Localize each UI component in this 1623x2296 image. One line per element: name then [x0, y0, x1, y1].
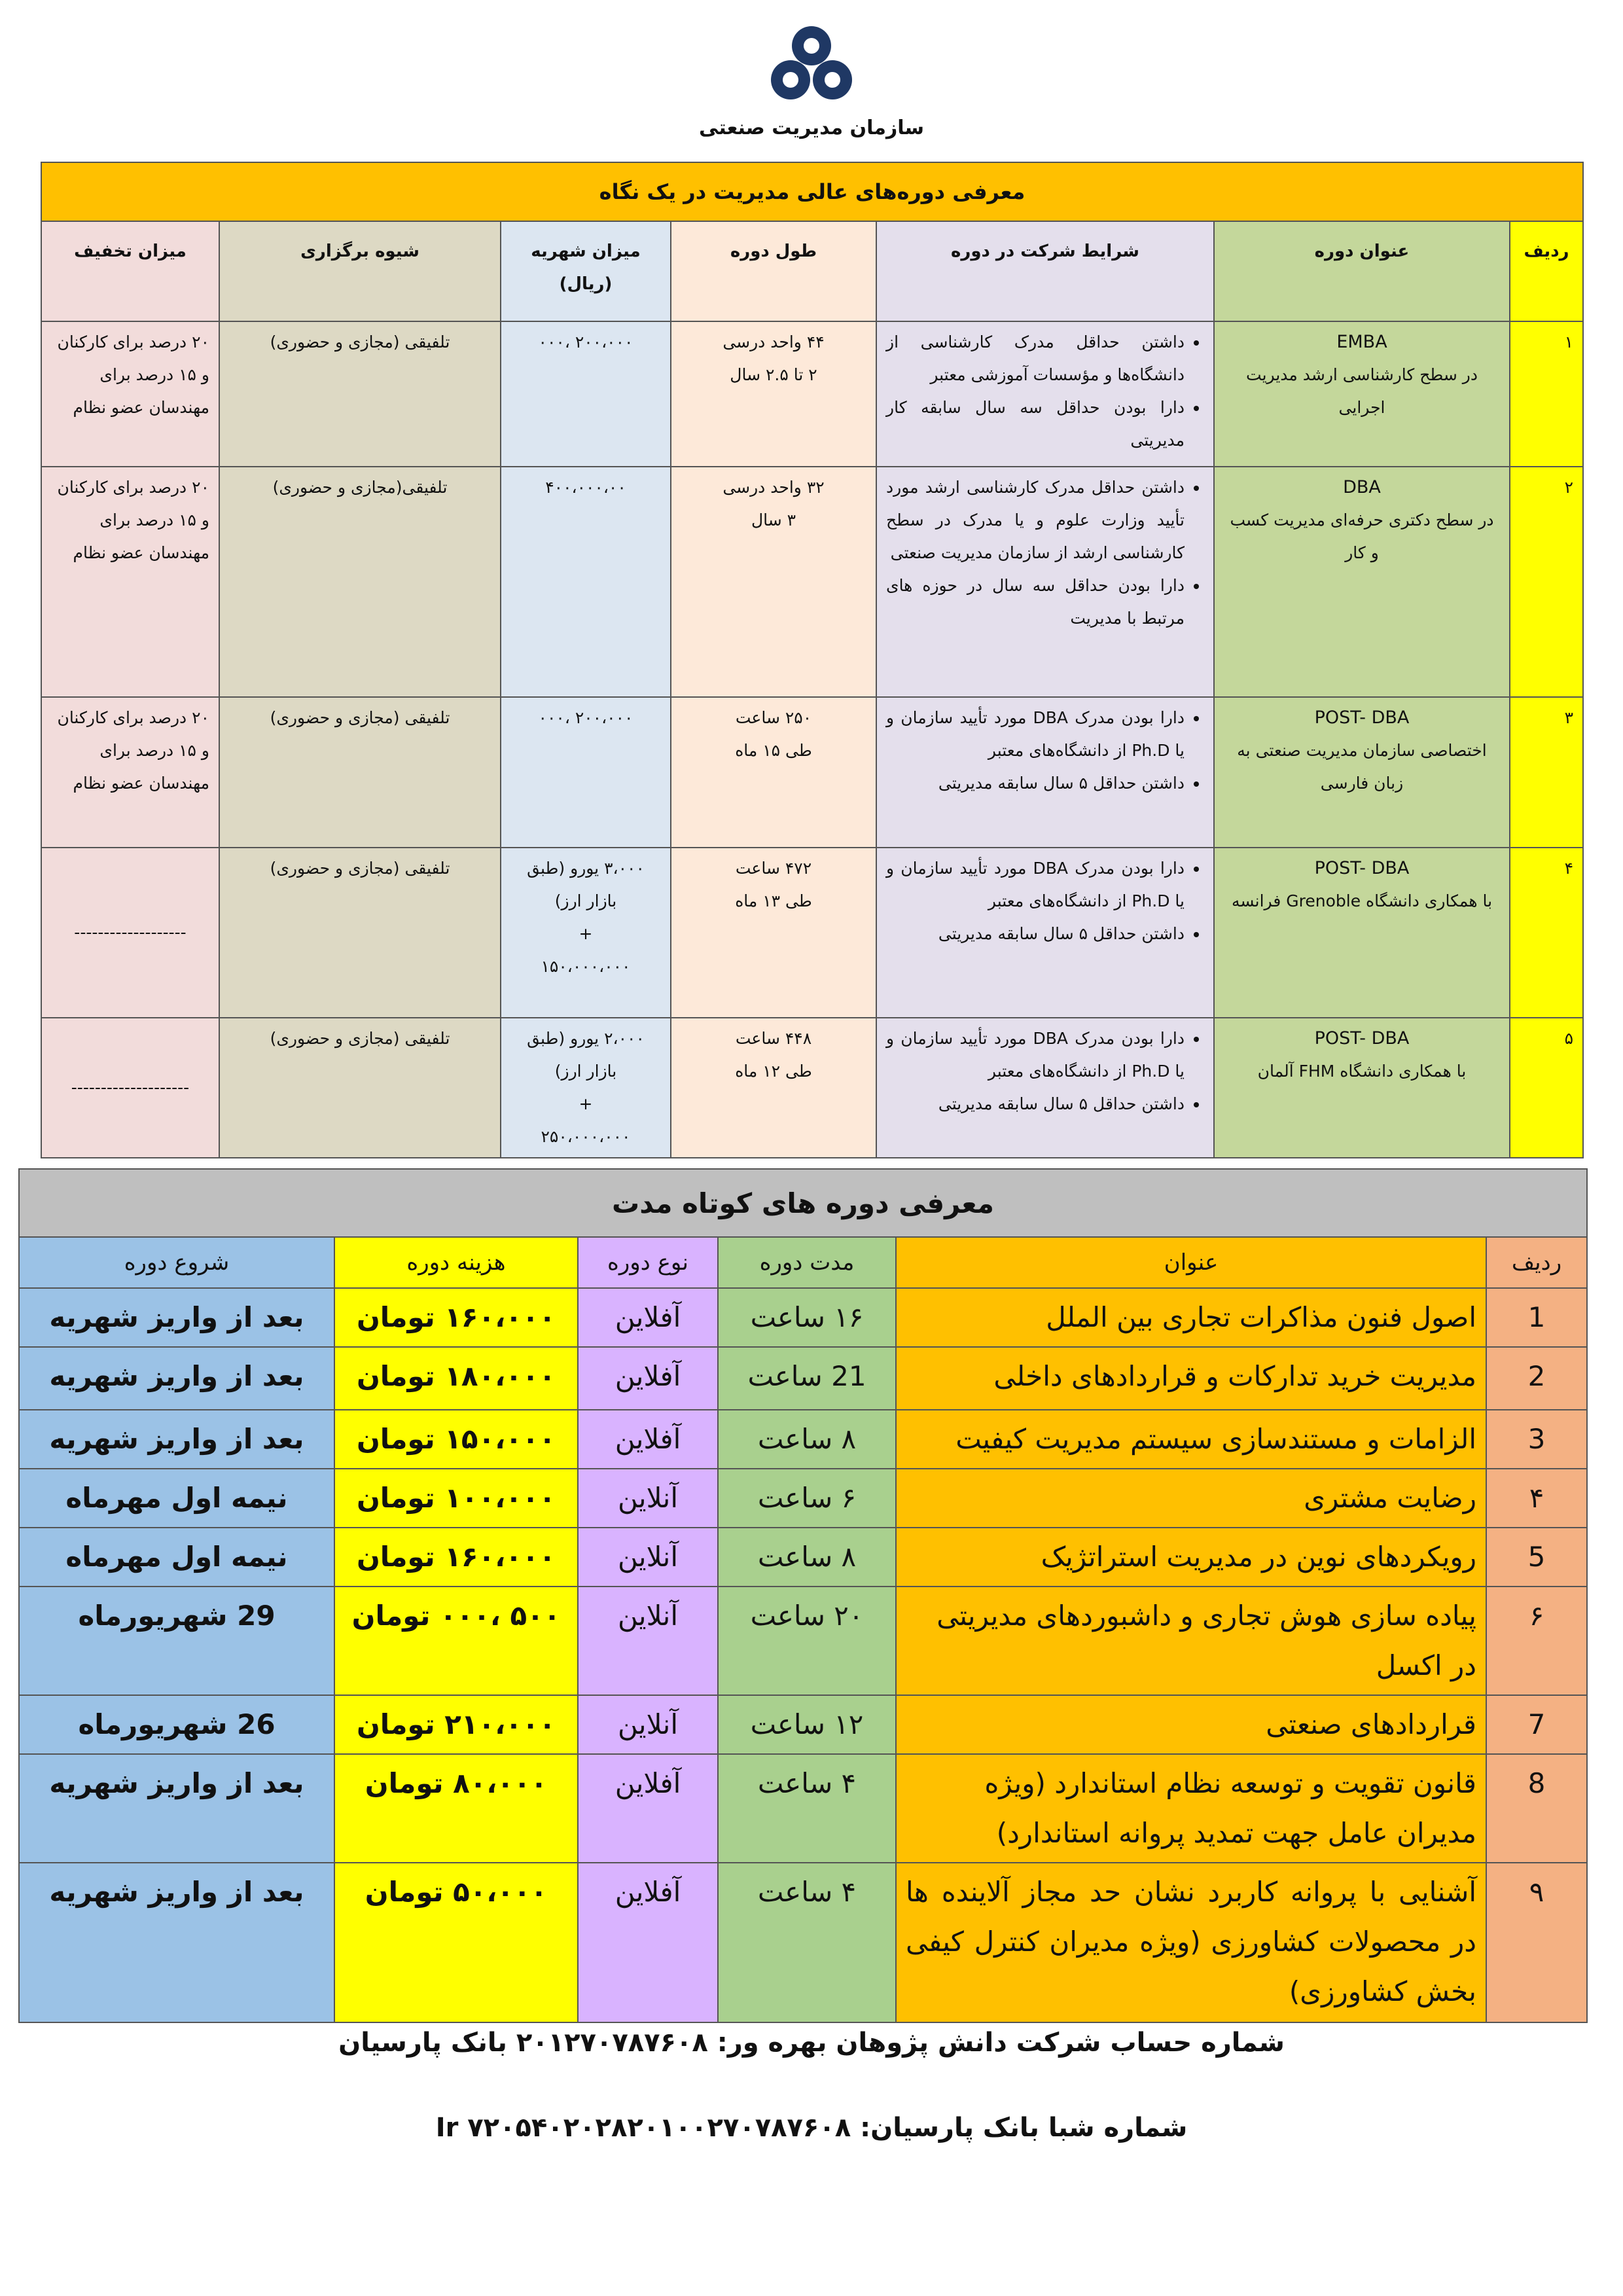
course-mode: تلفیقی (مجازی و حضوری) — [219, 1018, 501, 1158]
course-discount: -------------------- — [41, 1018, 219, 1158]
course-fee — [501, 321, 671, 467]
course-duration: ۴ ساعت — [718, 1863, 896, 2022]
col-header-length: طول دوره — [671, 221, 876, 321]
course-fee-line: ۱۵۰،۰۰۰،۰۰۰ — [541, 957, 631, 976]
course-title: پیاده سازی هوش تجاری و داشبوردهای مدیریتی در اکسل — [896, 1587, 1486, 1695]
executive-courses-table — [41, 162, 1584, 1158]
condition-item: • داشتن حداقل مدرک کارشناسی ارشد مورد تأیید وزارت علوم و یا مدرک در سطح کارشناسی ارشد از سازمان مدیریت صنعتی — [886, 471, 1185, 569]
course-fee — [501, 697, 671, 848]
course-discount: ۲۰ درصد برای کارکنان و ۱۵ درصد برای مهندسان عضو نظام — [41, 321, 219, 467]
course-type: آفلاین — [578, 1347, 718, 1410]
col-header-cost: هزینه دوره — [334, 1237, 578, 1288]
course-fee-line: ۲۰۰،۰۰۰ ،۰۰۰ — [538, 332, 633, 351]
course-cost: ۱۶۰،۰۰۰ تومان — [334, 1288, 578, 1347]
course-type: آنلاین — [578, 1695, 718, 1754]
short-courses-title: معرفی دوره های کوتاه مدت — [19, 1169, 1587, 1237]
condition-item: • دارا بودن مدرک DBA مورد تأیید سازمان و یا Ph.D از دانشگاه‌های معتبر — [886, 702, 1185, 767]
col-header-fee: میزان شهریه (ریال) — [501, 221, 671, 321]
col-header-radif: ردیف — [1486, 1237, 1587, 1288]
row-number: ۴ — [1510, 848, 1583, 1018]
course-length-line: ۳۲ واحد درسی — [722, 478, 825, 497]
course-description: با همکاری دانشگاه Grenoble فرانسه — [1231, 891, 1493, 910]
executive-courses-title: معرفی دوره‌های عالی مدیریت در یک نگاه — [41, 162, 1583, 221]
course-length-line: ۴۴۸ ساعت — [735, 1029, 812, 1048]
col-header-title: عنوان — [896, 1237, 1486, 1288]
row-number: ۴ — [1486, 1469, 1587, 1528]
course-length-line: طی ۱۵ ماه — [735, 741, 812, 760]
table-row — [41, 321, 1583, 467]
course-mode: تلفیقی(مجازی و حضوری) — [219, 467, 501, 697]
course-fee — [501, 848, 671, 1018]
course-title-cell — [1214, 848, 1510, 1018]
course-cost: ۸۰،۰۰۰ تومان — [334, 1754, 578, 1863]
course-fee-line: ۲۰۰،۰۰۰ ،۰۰۰ — [538, 708, 633, 727]
condition-item: • داشتن حداقل ۵ سال سابقه مدیریتی — [886, 918, 1185, 950]
condition-item: • داشتن حداقل ۵ سال سابقه مدیریتی — [886, 1088, 1185, 1121]
course-start: بعد از واریز شهریه — [19, 1410, 334, 1469]
course-length-line: طی ۱۲ ماه — [735, 1062, 812, 1081]
row-number: 3 — [1486, 1410, 1587, 1469]
col-header-duration: مدت دوره — [718, 1237, 896, 1288]
table-row — [41, 697, 1583, 848]
course-cost: ۲۱۰،۰۰۰ تومان — [334, 1695, 578, 1754]
table-row — [19, 1410, 1587, 1469]
course-name: DBA — [1343, 477, 1381, 497]
org-name: سازمان مدیریت صنعتی — [699, 117, 924, 139]
course-type: آفلاین — [578, 1754, 718, 1863]
col-header-type: نوع دوره — [578, 1237, 718, 1288]
course-length — [671, 321, 876, 467]
course-cost: ۱۵۰،۰۰۰ تومان — [334, 1410, 578, 1469]
course-start: نیمه اول مهرماه — [19, 1469, 334, 1528]
course-length-line: ۲ تا ۲.۵ سال — [730, 365, 817, 384]
row-number: ۳ — [1510, 697, 1583, 848]
course-title-cell — [1214, 321, 1510, 467]
course-title: آشنایی با پروانه کاربرد نشان حد مجاز آلاینده ها در محصولات کشاورزی (ویژه مدیران کنترل کیفی بخش کشاورزی) — [896, 1863, 1486, 2022]
row-number: 8 — [1486, 1754, 1587, 1863]
course-fee-line: ۲۵۰،۰۰۰،۰۰۰ — [541, 1127, 631, 1146]
course-duration: ۶ ساعت — [718, 1469, 896, 1528]
course-fee-line: ۲،۰۰۰ یورو (طبق بازار ارز) — [527, 1029, 645, 1081]
course-mode: تلفیقی (مجازی و حضوری) — [219, 697, 501, 848]
course-description: در سطح کارشناسی ارشد مدیریت اجرایی — [1246, 365, 1478, 417]
course-length — [671, 697, 876, 848]
course-type: آنلاین — [578, 1528, 718, 1587]
condition-item: • دارا بودن حداقل سه سال در حوزه های مرتبط با مدیریت — [886, 569, 1185, 635]
course-conditions — [876, 467, 1214, 697]
course-start: نیمه اول مهرماه — [19, 1528, 334, 1587]
table-row — [41, 467, 1583, 697]
course-cost: ۱۶۰،۰۰۰ تومان — [334, 1528, 578, 1587]
course-fee — [501, 467, 671, 697]
course-duration: ۴ ساعت — [718, 1754, 896, 1863]
short-courses-table — [18, 1168, 1588, 2023]
course-duration: ۱۲ ساعت — [718, 1695, 896, 1754]
course-length-line: ۳ سال — [751, 511, 796, 529]
table-row — [19, 1587, 1587, 1695]
table-row — [19, 1528, 1587, 1587]
course-mode: تلفیقی (مجازی و حضوری) — [219, 321, 501, 467]
course-name: POST- DBA — [1314, 858, 1410, 878]
row-number: 2 — [1486, 1347, 1587, 1410]
table-row — [19, 1863, 1587, 2022]
course-description: اختصاصی سازمان مدیریت صنعتی به زبان فارسی — [1237, 741, 1487, 793]
course-fee-line: + — [579, 1094, 593, 1113]
course-type: آفلاین — [578, 1410, 718, 1469]
course-length-line: طی ۱۳ ماه — [735, 891, 812, 910]
course-discount: ۲۰ درصد برای کارکنان و ۱۵ درصد برای مهندسان عضو نظام — [41, 697, 219, 848]
course-start: بعد از واریز شهریه — [19, 1288, 334, 1347]
course-cost: ۱۸۰،۰۰۰ تومان — [334, 1347, 578, 1410]
row-number: 5 — [1486, 1528, 1587, 1587]
table-row — [19, 1347, 1587, 1410]
course-discount: ۲۰ درصد برای کارکنان و ۱۵ درصد برای مهندسان عضو نظام — [41, 467, 219, 697]
course-name: POST- DBA — [1314, 1028, 1410, 1049]
course-title: قراردادهای صنعتی — [896, 1695, 1486, 1754]
row-number: 7 — [1486, 1695, 1587, 1754]
course-title: رویکردهای نوین در مدیریت استراتژیک — [896, 1528, 1486, 1587]
course-duration: ۲۰ ساعت — [718, 1587, 896, 1695]
course-start: بعد از واریز شهریه — [19, 1863, 334, 2022]
course-title: الزامات و مستندسازی سیستم مدیریت کیفیت — [896, 1410, 1486, 1469]
course-title: مدیریت خرید تدارکات و قراردادهای داخلی — [896, 1347, 1486, 1410]
condition-item: • دارا بودن حداقل سه سال سابقه کار مدیریتی — [886, 391, 1185, 457]
condition-item: • داشتن حداقل مدرک کارشناسی از دانشگاه‌ها و مؤسسات آموزشی معتبر — [886, 326, 1185, 391]
course-start: 26 شهریورماه — [19, 1695, 334, 1754]
course-title-cell — [1214, 467, 1510, 697]
row-number: ۹ — [1486, 1863, 1587, 2022]
course-length-line: ۲۵۰ ساعت — [735, 708, 812, 727]
course-description: در سطح دکتری حرفه‌ای مدیریت کسب و کار — [1230, 511, 1494, 562]
course-length-line: ۴۷۲ ساعت — [735, 859, 812, 878]
course-length — [671, 848, 876, 1018]
course-fee-line: ۴۰۰،۰۰۰،۰۰ — [545, 478, 626, 497]
row-number: 1 — [1486, 1288, 1587, 1347]
row-number: ۵ — [1510, 1018, 1583, 1158]
course-type: آفلاین — [578, 1863, 718, 2022]
course-fee-line: + — [579, 924, 593, 943]
course-conditions — [876, 848, 1214, 1018]
bank-account-line: شماره حساب شرکت دانش پژوهان بهره ور: ۲۰۱۲۷۰۷۸۷۶۰۸ بانک پارسیان — [338, 2028, 1285, 2058]
table-row — [19, 1754, 1587, 1863]
col-header-radif: ردیف — [1510, 221, 1583, 321]
course-duration: 21 ساعت — [718, 1347, 896, 1410]
course-type: آفلاین — [578, 1288, 718, 1347]
course-length — [671, 467, 876, 697]
course-fee-line: ۳،۰۰۰ یورو (طبق بازار ارز) — [527, 859, 645, 910]
course-duration: ۸ ساعت — [718, 1528, 896, 1587]
table-row — [19, 1469, 1587, 1528]
condition-item: • دارا بودن مدرک DBA مورد تأیید سازمان و یا Ph.D از دانشگاه‌های معتبر — [886, 852, 1185, 918]
course-name: EMBA — [1336, 332, 1387, 352]
course-discount: ------------------- — [41, 848, 219, 1018]
table-row — [19, 1695, 1587, 1754]
sheba-line: شماره شبا بانک پارسیان: Ir ۷۲۰۵۴۰۲۰۲۸۲۰۱۰۰۲۷۰۷۸۷۶۰۸ — [435, 2113, 1188, 2143]
course-title: رضایت مشتری — [896, 1469, 1486, 1528]
condition-item: • دارا بودن مدرک DBA مورد تأیید سازمان و یا Ph.D از دانشگاه‌های معتبر — [886, 1022, 1185, 1088]
col-header-title: عنوان دوره — [1214, 221, 1510, 321]
course-duration: ۸ ساعت — [718, 1410, 896, 1469]
course-type: آنلاین — [578, 1469, 718, 1528]
course-title-cell — [1214, 1018, 1510, 1158]
row-number: ۱ — [1510, 321, 1583, 467]
row-number: ۲ — [1510, 467, 1583, 697]
course-cost: ۱۰۰،۰۰۰ تومان — [334, 1469, 578, 1528]
course-start: 29 شهریورماه — [19, 1587, 334, 1695]
course-cost: ۵۰،۰۰۰ تومان — [334, 1863, 578, 2022]
header-logo-block — [0, 20, 1623, 139]
course-title-cell — [1214, 697, 1510, 848]
col-header-conditions: شرایط شرکت در دوره — [876, 221, 1214, 321]
course-mode: تلفیقی (مجازی و حضوری) — [219, 848, 501, 1018]
course-conditions — [876, 321, 1214, 467]
course-title: قانون تقویت و توسعه نظام استاندارد (ویژه مدیران عامل جهت تمدید پروانه استاندارد) — [896, 1754, 1486, 1863]
course-length-line: ۴۴ واحد درسی — [722, 332, 825, 351]
course-name: POST- DBA — [1314, 708, 1410, 728]
course-conditions — [876, 1018, 1214, 1158]
course-start: بعد از واریز شهریه — [19, 1754, 334, 1863]
col-header-discount: میزان تخفیف — [41, 221, 219, 321]
col-header-mode: شیوه برگزاری — [219, 221, 501, 321]
course-cost: ۵۰۰ ،۰۰۰ تومان — [334, 1587, 578, 1695]
table-row — [19, 1288, 1587, 1347]
table-row — [41, 848, 1583, 1018]
course-length — [671, 1018, 876, 1158]
course-conditions — [876, 697, 1214, 848]
col-header-start: شروع دوره — [19, 1237, 334, 1288]
course-fee — [501, 1018, 671, 1158]
row-number: ۶ — [1486, 1587, 1587, 1695]
course-title: اصول فنون مذاکرات تجاری بین الملل — [896, 1288, 1486, 1347]
course-type: آنلاین — [578, 1587, 718, 1695]
course-start: بعد از واریز شهریه — [19, 1347, 334, 1410]
course-duration: ۱۶ ساعت — [718, 1288, 896, 1347]
imi-logo-icon — [766, 20, 857, 105]
table-row — [41, 1018, 1583, 1158]
course-description: با همکاری دانشگاه FHM آلمان — [1257, 1062, 1467, 1081]
condition-item: • داشتن حداقل ۵ سال سابقه مدیریتی — [886, 767, 1185, 800]
